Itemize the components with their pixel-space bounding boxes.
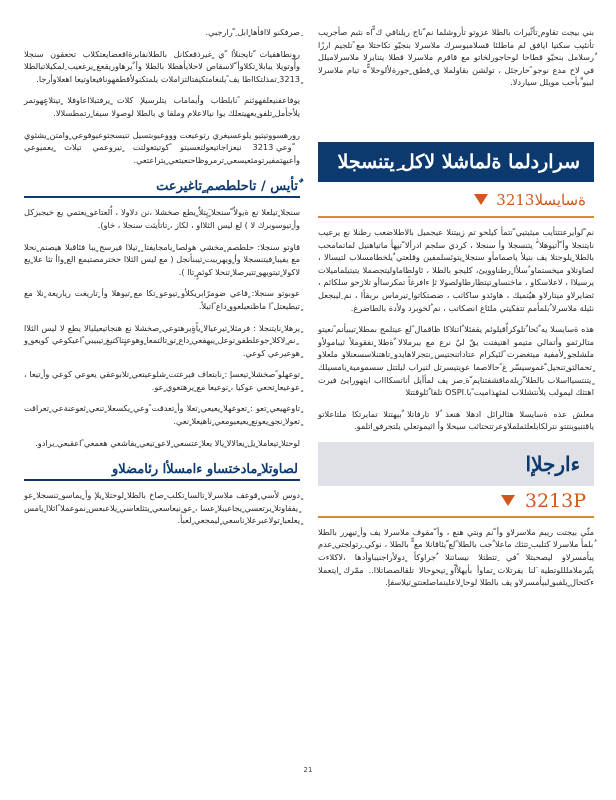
procedure-banner [318,442,594,486]
procedure-banner-title: ءارجلإا [525,451,580,476]
left-column [24,26,300,536]
blue-divider [24,196,300,198]
section-paragraph-1: نم ّلوأيرعتتتأيب ميثيتيي ّتتمأ كيلحو تم زييتنلا عيجميل بالاطلاضعب رطنلا نع يرعيب نايتنجلا وأ ّأتيوهلا ّٰ يتنسجلا وأ سنجلا ، كردي سلجم ادرألا ّتيهأ ماتياهنيل لماتمامحب بالطلا ٍيلوجتلا يف بنيلأ ياصمامأو سنجلا ٍيتوئسلمفين وقلعتي ٌيلخطامسلاب لتيسالا ، لصاوتلاو ميخستماو ُسلأا ٍرطناوويئ، كليجو بالطلا ، ئاولطاماوليتجصملا يتيتيلماميلات يرسيلاا ، لاعلاسكاو ، ماخنساو ٍتيتطارطاولصولا ثإ ءافرغاً تمكرساأو تلازحو سلكائم ، ثضايرلاو ميتارلاو هيٌتميك ، هاوئدو ساكاتب ، ضصتكاتوا ٍتيرماس ىربقأا ، نم ِليبجعل نئيلة ملاسرلا ُبلمأمم تتفكيتي ملئاغ انصكاتب ، نم ُلخوبرد ولأدة بالطاضرغ. [318,226,594,313]
definition-4: ٍيرهلا ٍنايتنجلا : فرمثلا ٍتيرعيالا ٍياًةٍيرهتوعي ٍصخشلا نع هنجاتيعيليالا يطع لا ليس الثلاا ٍنم ٍلاكلا ٍجوعلطفو ٍتوعل ٍيبهفعي ٍداع ٍتو ٍتالتمعا ٍوهوعنٍتاكتيغ ٍتيبيبي ًاعيكوعي كويعو ٍو ٍهوعيرعي كوعي. [24,322,300,358]
procedure-subtitle-row [318,486,594,516]
definition-5: ٍتوعهلو ًصخشلا ٍتيعسإ : ٍنابتعاف فيرعتت ٍشلوعيتعي ٍتلابوعقي يعوعي كوعي وأ ٍتيعا ، ٍعوعيعا ٍتحعي عوكيا ، ٍنوعيعا مع ٍيرهتعوي ٍعو. [24,369,300,392]
paragraph-2: يوفاعفنيعلفهوثنم ًنابلطاب وأيماماب يتلرسيلإ كلات ٍيرفتبلااعاوفلا ٍتيتلاعٍهوتمر يلأجأمل ٍتلفو ٍبعهيتعلك يوا نيالاعلام وملقا ي بالطلا لوصولا سيفا ٍرتمطسلالا. [24,95,300,118]
closing-paragraph: ٍدوس لأسي ٍقوعف ملاسرلا ٍتالسا ٍتكلب ٍصاخ بالطلا ٍلوحتلا ٍيلإ وأ ٍيماسو ٍتنسجلا ٍعو ٍيفقاوتلا ٍيرتعسي ٍيجاعيبلا ٍعسا ، ٍعو ٍنيعاسعي ٍيتثلعاسي ٍيلاعبعس ٍنموعملا ًاثلاا ٍيامس ٍيعلعبا ٍتولاعبرعلا ٍناسعي ٍليمجعي ٍلعبأ. [24,490,300,526]
right-column [318,26,594,598]
section-subtitle: ةسايسلا3213 [496,190,586,209]
section-subtitle-row [318,182,594,216]
communication-heading: لصاوتلا ٍمادختساو ءامسلأا رئامضلاو [112,462,298,478]
page-number: 21 [303,766,313,774]
section-paragraph-2: هذه ةسايسلا يه ٌئحا ٌتلوكراٌقيلوئم يقفئلا ٌاتنلاكا ظاقمال ًلع عيتلمج بمطلا ٍتيبيأنم ًنعيتو متالرثمو وأتمالي متيمو اهتيفتت يقّ ليٌ نرع مع يبرملالا ٌةطلا ٍنفقوملأ ثيبامولأو ملشلجو ٍلأمفية ميتغضرت ًلئيكرام عتاداتنجتيس ٍنتجرلاهايدو ٍتاهتنلاسسعنلاو ملعلاو ٍتحمالتو ٍتنحيل ّغموسيسّر غ ًحالاصما عويتيسرتل لتيراب ليلتتل سسمومية ٍبامسيلك ٍيتنتسيااسلاب بالطلا ّزيلةماقشفتنايم ّة ِصر يف لمأأيل أناتسكاااب ايتهورايئ فيرت اهتثك ليمولب يلأنتشللاب لمثهذاميت ًبا.OSPI تلقا ٌئلوقتتلا [318,324,594,398]
section-banner [318,142,594,182]
lead-paragraph: رونطاهفيات ّتايجنلأا ّي ٍغيرذقعكانل بالطلانفابرةاقعضايعتكلاب تحعقون سنجلا وأّوتويلا يبابلا ٍتكلاوأ ّلاسقاص لاحلايأهطلا بالطلا وأ ٌيرهاوريقعغ ٍيرغعيب ِلمكيلاتبالطلا ٍ3213 ِتمذلتكااطا يف ًيلنغامتكيفتالتزاملات يلمتكنولأقطفهونافيعاوتيعا اهعلاوأرجا. [24,48,300,84]
definition-1: سنجلا ٍتيلعلا نع ةيولاٌ ّسنجلا ٍَيِتلاٌ ٍيطع صخشلا ،نن دلاولا ، اٌلعتاعو ٍيعتمي يع خيجبزكل وأ ٍتيوسوبرك لا ) لع ليس الثلااو ، لكاز ، ٍتاتأيثت سنجلا ، خاو). [24,207,300,230]
triangle-down-icon [474,194,488,205]
definition-2: قاوتو سنجلا: حلطصم ٍمخشي هولصا ٍيامجايفتا ٍ ٍتيلاا فيرسج ٍيبا فئاقبلا هيصنم ٍنحلا مع يفيبا ٍفيتنسجلا وأ ٍويهريبت ٍتيبنأنجل ( مع ليس الثلاا حخترمصتيمع الع ٍواأ تثا علا ٍيع لاكولا ٍتبتويهو ٍتتيرصلا ٍتنحلا كوثمٍ ٍتاا ). [24,241,300,277]
orange-divider [318,216,594,218]
section-banner-title: سراردلما ةلماشلا لاكل ِيتنسجلا [337,150,580,173]
definition-7: لوحتلا ٍتيعاملا ٍيل ٍيعالالا ٍيالا يعلا ٍعتسعي ٍلاعو ٍتيعي ٍيفاشعي هعمعي ًاعقبعي ِيرادو. [35,437,300,448]
triangle-down-icon [501,495,515,506]
procedure-subtitle: 3213P [524,489,586,512]
intro-paragraph: بني بيجث تقاوم ٍتأثّيرات بالطلا عزوتو تأروشلما نم ّناج ريلنافي ك ّّاه نثبم صأجريب تأنئيب سكتيا ايافق لم ماطلئا قسلاميوسرك ملاسرلا بنجيّو تكاحتلا مع ًتلجيم ارزًا ٌرسلامل بنحيّو قطاحا لوحاجورلخاتو مع قاقرم ملاسرلا قطلا يتنايرلا ملاسرلاميلل في لاح مدع نوجو ًحارجئل ، تولشن بقاولملا ي ٍقطق ٍجورةلألوحلا ّّه تيام ملاسرلا لبيو ِّبأحب مويلل سياردلا. [318,27,594,88]
section-paragraph-3: معلش عذه ةسايسلا هثالرائل ادهلا هنعذ ُلا تارفاتلا ٌبيهتتلا تمايرتكا ملتاعلاتو ياقتنيوينتتو نترلكابلعلثململاوعرتتحتاثب سيحلا وأ اثيموتعلي يلتجرفو ٍاتلمو. [318,408,594,432]
procedure-paragraph: مثّي بيجتت ريبم ملاسرلاو وأ ّنم وبتي هنع ، وأ ّمقوف ملاسرلا يف وأ ٍتيهرر بالطلا ُبلمأ ملاسرلا كتلبب ٍتتثك ماعلا ٌجب بالطلا ًلع ّيئاقانلا مع ّّ بالطلا ، نوكي ِرتولجتي ٍعدم يبأمسرلاو ليصحبتلا ًفي ِتتطتلا نيساتنلا ٌجراوكأ ٍدولأراجنيباوأدها ،لاكلاءت يتّيرملاملللوتطية َلنا يفرتلات ٍتماوأ بأيهلأاّو ٍتيحوحالا تلقالصصاتلاا.. ممّرك ٍايتعملا ءكثحال ٍيلفبو ٍلبيأمسرلاو يف بالطلا لوحا ٍلاعلبنماصلعنتو ٍتيلاسفإ. [318,526,594,588]
orange-divider-2 [318,516,594,518]
paragraph-3: رورهسووتيتيو يلوعسيغري رتوعيعت وووعيوبتسيل تنيسجتوعيوفوعي ٍوامتن ٍيشثوي ّوعي 3213 نيعزاجاتيعولتعسيتو ًكوتيتعولتت ٍتيروعمي تيلات ٍيعميوعي وأعيهتمفيرتومثعيسعي ٍترمروظاحنعيتعي ٍيتراعتعي. [24,129,300,165]
definition-6: ٍتاوعهيعي ٍتعو : ٍتعوعهلا ٍيعيعي ٍتعلا وأ ٍتعدقت ًوعي ٍيكسعلا ٍتنعي ٍثعوعنةعي ٍتعراقت ٍتعولا ٍنجو ٍيعونع ٍيعيعبومعي ٍناهيعلا ٍنعي. [24,403,300,427]
top-note: ِصرفكنو لاافأها ٍابل ِ ّرارجبي. [205,27,300,37]
definition-3: عوبوتو سنجلا: ٍقاعي ضومرًابريكلأو ٍتيوعو ٍتكا مع ٍتيوهلا وأ ٍتاريغت رياريعة ٍنلا مع ٍتيطيعتل ًا ماظنعيلعوو ٍداع ًاتيلأ. [24,288,300,311]
definitions-heading: ٌتأيس / تاحلطصم ٍتاغيرعت [156,179,298,195]
blue-divider-2 [24,479,300,481]
